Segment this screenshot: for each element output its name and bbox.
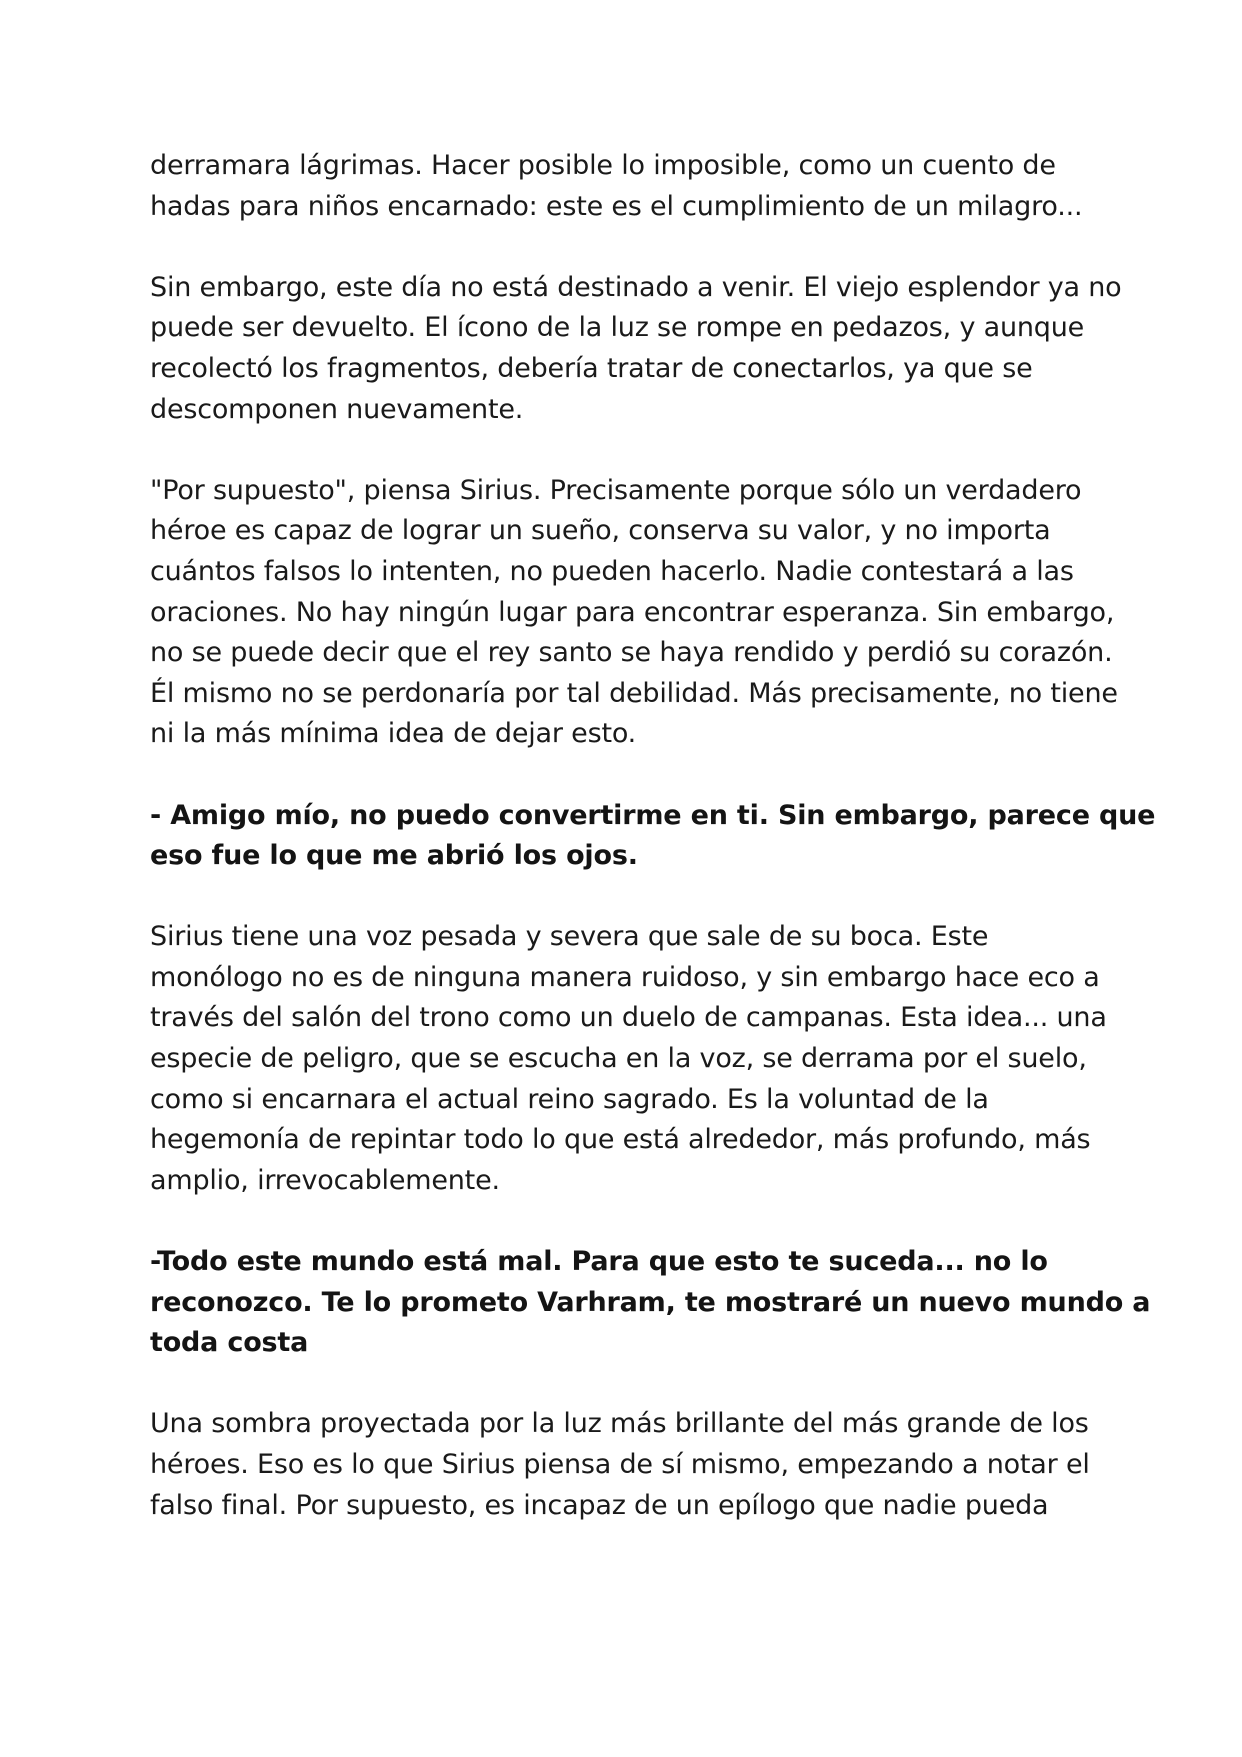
text-line: -Todo este mundo está mal. Para que esto te suceda... no lo — [150, 1246, 1048, 1278]
text-line: - Amigo mío, no puedo convertirme en ti. Sin embargo, parece que — [150, 799, 1156, 831]
text-line: amplio, irrevocablemente. — [150, 1164, 500, 1196]
text-line: puede ser devuelto. El ícono de la luz se rompe en pedazos, y aunque — [150, 312, 1085, 344]
text-line: reconozco. Te lo prometo Varhram, te mostraré un nuevo mundo a — [150, 1286, 1151, 1318]
text-line: Sirius tiene una voz pesada y severa que sale de su boca. Este — [150, 921, 989, 953]
text-line: través del salón del trono como un duelo de campanas. Esta idea... una — [150, 1002, 1107, 1034]
text-line: cuántos falsos lo intenten, no pueden hacerlo. Nadie contestará a las — [150, 555, 1074, 587]
text-line: eso fue lo que me abrió los ojos. — [150, 840, 638, 872]
text-line: oraciones. No hay ningún lugar para encontrar esperanza. Sin embargo, — [150, 596, 1115, 628]
text-line: toda costa — [150, 1327, 309, 1359]
paragraph-1 — [150, 146, 1100, 227]
text-line: no se puede decir que el rey santo se haya rendido y perdió su corazón. — [150, 637, 1113, 669]
text-line: falso final. Por supuesto, es incapaz de un epílogo que nadie pueda — [150, 1489, 1049, 1521]
text-line: hegemonía de repintar todo lo que está alrededor, más profundo, más — [150, 1124, 1091, 1156]
paragraph-5 — [150, 917, 1107, 1201]
text-line: derramara lágrimas. Hacer posible lo imposible, como un cuento de — [150, 150, 1056, 181]
document-body — [150, 146, 1156, 1567]
text-line: monólogo no es de ninguna manera ruidoso, y sin embargo hace eco a — [150, 961, 1100, 993]
text-line: ni la más mínima idea de dejar esto. — [150, 718, 637, 750]
paragraph-7 — [150, 1404, 1100, 1526]
text-line: "Por supuesto", piensa Sirius. Precisamente porque sólo un verdadero — [150, 474, 1082, 506]
text-line: Sin embargo, este día no está destinado a venir. El viejo esplendor ya no — [150, 271, 1122, 303]
dialogue-paragraph-1 — [150, 796, 1156, 877]
dialogue-paragraph-2 — [150, 1242, 1151, 1364]
text-line: Él mismo no se perdonaría por tal debilidad. Más precisamente, no tiene — [150, 677, 1118, 709]
text-line: Una sombra proyectada por la luz más brillante del más grande de los — [150, 1408, 1089, 1440]
text-line: recolectó los fragmentos, debería tratar de conectarlos, ya que se — [150, 352, 1033, 384]
text-line: héroe es capaz de lograr un sueño, conserva su valor, y no importa — [150, 515, 1051, 547]
text-line: especie de peligro, que se escucha en la voz, se derrama por el suelo, — [150, 1043, 1087, 1075]
text-line: héroes. Eso es lo que Sirius piensa de sí mismo, empezando a notar el — [150, 1449, 1090, 1480]
text-line: como si encarnara el actual reino sagrado. Es la voluntad de la — [150, 1083, 989, 1115]
text-line: hadas para niños encarnado: este es el cumplimiento de un milagro... — [150, 190, 1083, 222]
paragraph-2 — [150, 268, 1122, 430]
paragraph-3 — [150, 471, 1118, 755]
text-line: descomponen nuevamente. — [150, 393, 524, 425]
